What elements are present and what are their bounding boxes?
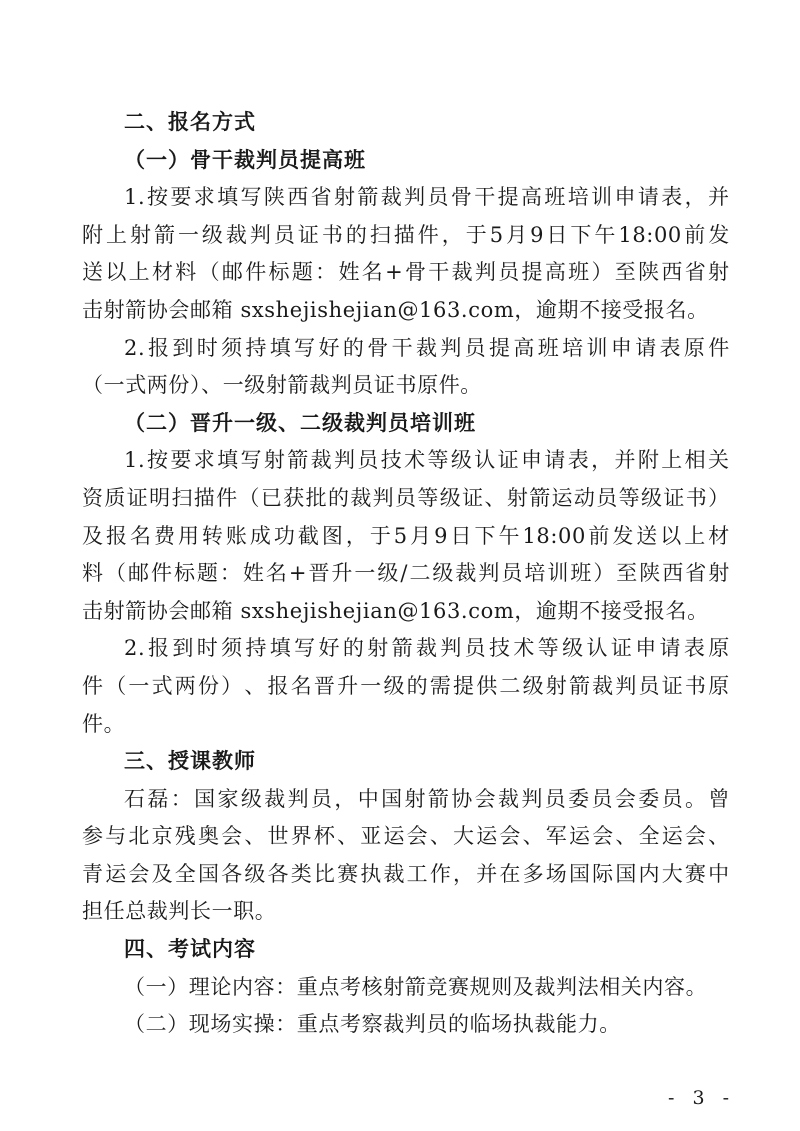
section-heading-registration: 二、报名方式 <box>124 110 256 134</box>
text-line: 及 报 名 费 用 转 账 成 功 截 图 ， 于 5 月 9 日 下 午 18:00 前 发 送 以 上 材 <box>82 523 730 548</box>
text-line: （一式两份）、一级射箭裁判员证书原件。 <box>82 373 482 398</box>
section-heading-exam-content: 四、考试内容 <box>124 937 256 962</box>
document-body <box>82 104 730 1044</box>
text-line: 件。 <box>82 711 126 736</box>
text-line: 青 运 会 及 全 国 各 级 各 类 比 赛 执 裁 工 作 ， 并 在 多 场 国 际 国 内 大 赛 中 <box>82 861 730 886</box>
exam-item-practical: （二）现场实操：重点考察裁判员的临场执裁能力。 <box>124 1012 621 1037</box>
paragraph-advanced-class-1 <box>82 179 730 329</box>
text-line: 1. 按 要 求 填 写 陕 西 省 射 箭 裁 判 员 骨 干 提 高 班 培 训 申 请 表 ， 并 <box>124 185 730 210</box>
text-line: 担任总裁判长一职。 <box>82 899 277 924</box>
text-line: 参 与 北 京 残 奥 会 、 世 界 杯 、 亚 运 会 、 大 运 会 、 军 运 会 、 全 运 会 、 <box>82 824 730 849</box>
subsection-heading-advanced-class: （一）骨干裁判员提高班 <box>124 147 366 172</box>
text-line: 击射箭协会邮箱 sxshejishejian@163.com，逾期不接受报名。 <box>82 297 709 322</box>
paragraph-promotion-class-2 <box>82 630 730 743</box>
text-line: 击射箭协会邮箱 sxshejishejian@163.com，逾期不接受报名。 <box>82 598 709 623</box>
text-line: 资 质 证 明 扫 描 件 （ 已 获 批 的 裁 判 员 等 级 证 、 射 箭 运 动 员 等 级 证 书 ） <box>82 485 730 510</box>
subsection-heading-promotion-class: （二）晋升一级、二级裁判员培训班 <box>124 410 476 435</box>
paragraph-promotion-class-1 <box>82 442 730 630</box>
text-line: 料 （ 邮 件 标 题 ： 姓 名 + 晋 升 一 级 / 二 级 裁 判 员 培 训 班 ） 至 陕 西 省 射 <box>82 561 730 586</box>
text-line: 1. 按 要 求 填 写 射 箭 裁 判 员 技 术 等 级 认 证 申 请 表 ， 并 附 上 相 关 <box>124 448 730 473</box>
text-line: 2. 报 到 时 须 持 填 写 好 的 骨 干 裁 判 员 提 高 班 培 训 申 请 表 原 件 <box>124 335 730 360</box>
text-line: 2. 报 到 时 须 持 填 写 好 的 射 箭 裁 判 员 技 术 等 级 认 证 申 请 表 原 <box>124 636 730 661</box>
text-line: 送 以 上 材 料 （ 邮 件 标 题 ： 姓 名 + 骨 干 裁 判 员 提 高 班 ） 至 陕 西 省 射 <box>82 260 730 285</box>
text-line: 附 上 射 箭 一 级 裁 判 员 证 书 的 扫 描 件 ， 于 5 月 9 日 下 午 18:00 前 发 <box>82 222 730 247</box>
text-line: 石 磊 ： 国 家 级 裁 判 员 ， 中 国 射 箭 协 会 裁 判 员 委 员 会 委 员 。 曾 <box>124 786 730 811</box>
text-line: 件 （ 一 式 两 份 ） 、 报 名 晋 升 一 级 的 需 提 供 二 级 射 箭 裁 判 员 证 书 原 <box>82 673 730 698</box>
exam-item-theory: （一）理论内容：重点考核射箭竞赛规则及裁判法相关内容。 <box>124 974 708 999</box>
paragraph-instructor <box>82 781 730 931</box>
page-number: - 3 - <box>668 1087 736 1109</box>
paragraph-advanced-class-2 <box>82 330 730 405</box>
section-heading-instructor: 三、授课教师 <box>124 749 256 774</box>
